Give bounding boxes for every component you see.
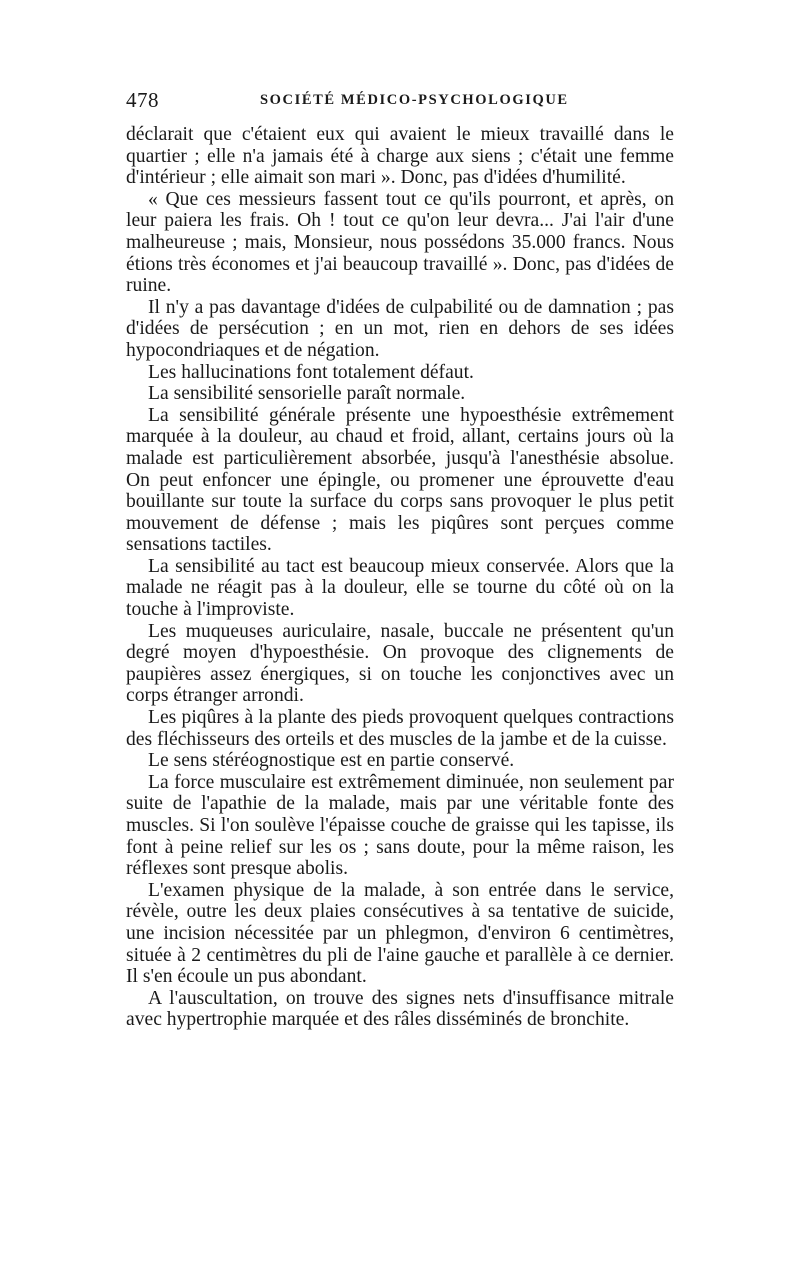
page-header — [126, 88, 674, 118]
running-title: SOCIÉTÉ MÉDICO-PSYCHOLOGIQUE — [260, 92, 569, 108]
paragraph: « Que ces messieurs fassent tout ce qu'ils pourront, et après, on leur paiera les frais. Oh ! tout ce qu'on leur devra... J'ai l'air d'une malheureuse ; mais, Monsieur, nous possédons 35.000 francs. Nous étions très économes et j'ai beaucoup travaillé ». Donc, pas d'idées de ruine. — [126, 188, 674, 297]
paragraph: A l'auscultation, on trouve des signes nets d'insuffisance mitrale avec hypertrophie marquée et des râles disséminés de bronchite. — [126, 987, 674, 1031]
paragraph: La sensibilité générale présente une hypoesthésie extrêmement marquée à la douleur, au chaud et froid, allant, certains jours où la malade est particulièrement absorbée, jusqu'à l'anesthésie absolue. On peut enfoncer une épingle, ou promener une éprouvette d'eau bouillante sur toute la surface du corps sans provoquer le plus petit mouvement de défense ; mais les piqûres sont perçues comme sensations tactiles. — [126, 404, 674, 556]
paragraph: déclarait que c'étaient eux qui avaient le mieux travaillé dans le quartier ; elle n'a jamais été à charge aux siens ; c'était une femme d'intérieur ; elle aimait son mari ». Donc, pas d'idées d'humilité. — [126, 124, 674, 189]
page-number: 478 — [126, 88, 159, 112]
paragraph: Les muqueuses auriculaire, nasale, buccale ne présentent qu'un degré moyen d'hypoesthésie. On provoque des clignements de paupières assez énergiques, si on touche les conjonctives avec un corps étranger arrondi. — [126, 620, 674, 707]
body-text — [126, 124, 674, 1031]
paragraph: La sensibilité sensorielle paraît normale. — [148, 383, 466, 405]
paragraph: Les hallucinations font totalement défaut. — [148, 361, 474, 383]
paragraph: Le sens stéréognostique est en partie conservé. — [148, 750, 515, 772]
paragraph: L'examen physique de la malade, à son entrée dans le service, révèle, outre les deux plaies consécutives à sa tentative de suicide, une incision nécessitée par un phlegmon, d'environ 6 centimètres, située à 2 centimètres du pli de l'aine gauche et parallèle à ce dernier. Il s'en écoule un pus abondant. — [126, 879, 674, 988]
paragraph: Les piqûres à la plante des pieds provoquent quelques contractions des fléchisseurs des orteils et des muscles de la jambe et de la cuisse. — [126, 707, 674, 750]
paragraph: La sensibilité au tact est beaucoup mieux conservée. Alors que la malade ne réagit pas à la douleur, elle se tourne du côté où on la touche à l'improviste. — [126, 555, 674, 621]
paragraph: La force musculaire est extrêmement diminuée, non seulement par suite de l'apathie de la malade, mais par une véritable fonte des muscles. Si l'on soulève l'épaisse couche de graisse qui les tapisse, ils font à peine relief sur les os ; sans doute, pour la même raison, les réflexes sont presque abolis. — [126, 771, 674, 880]
paragraph: Il n'y a pas davantage d'idées de culpabilité ou de damnation ; pas d'idées de persécution ; en un mot, rien en dehors de ses idées hypocondriaques et de négation. — [126, 296, 674, 361]
